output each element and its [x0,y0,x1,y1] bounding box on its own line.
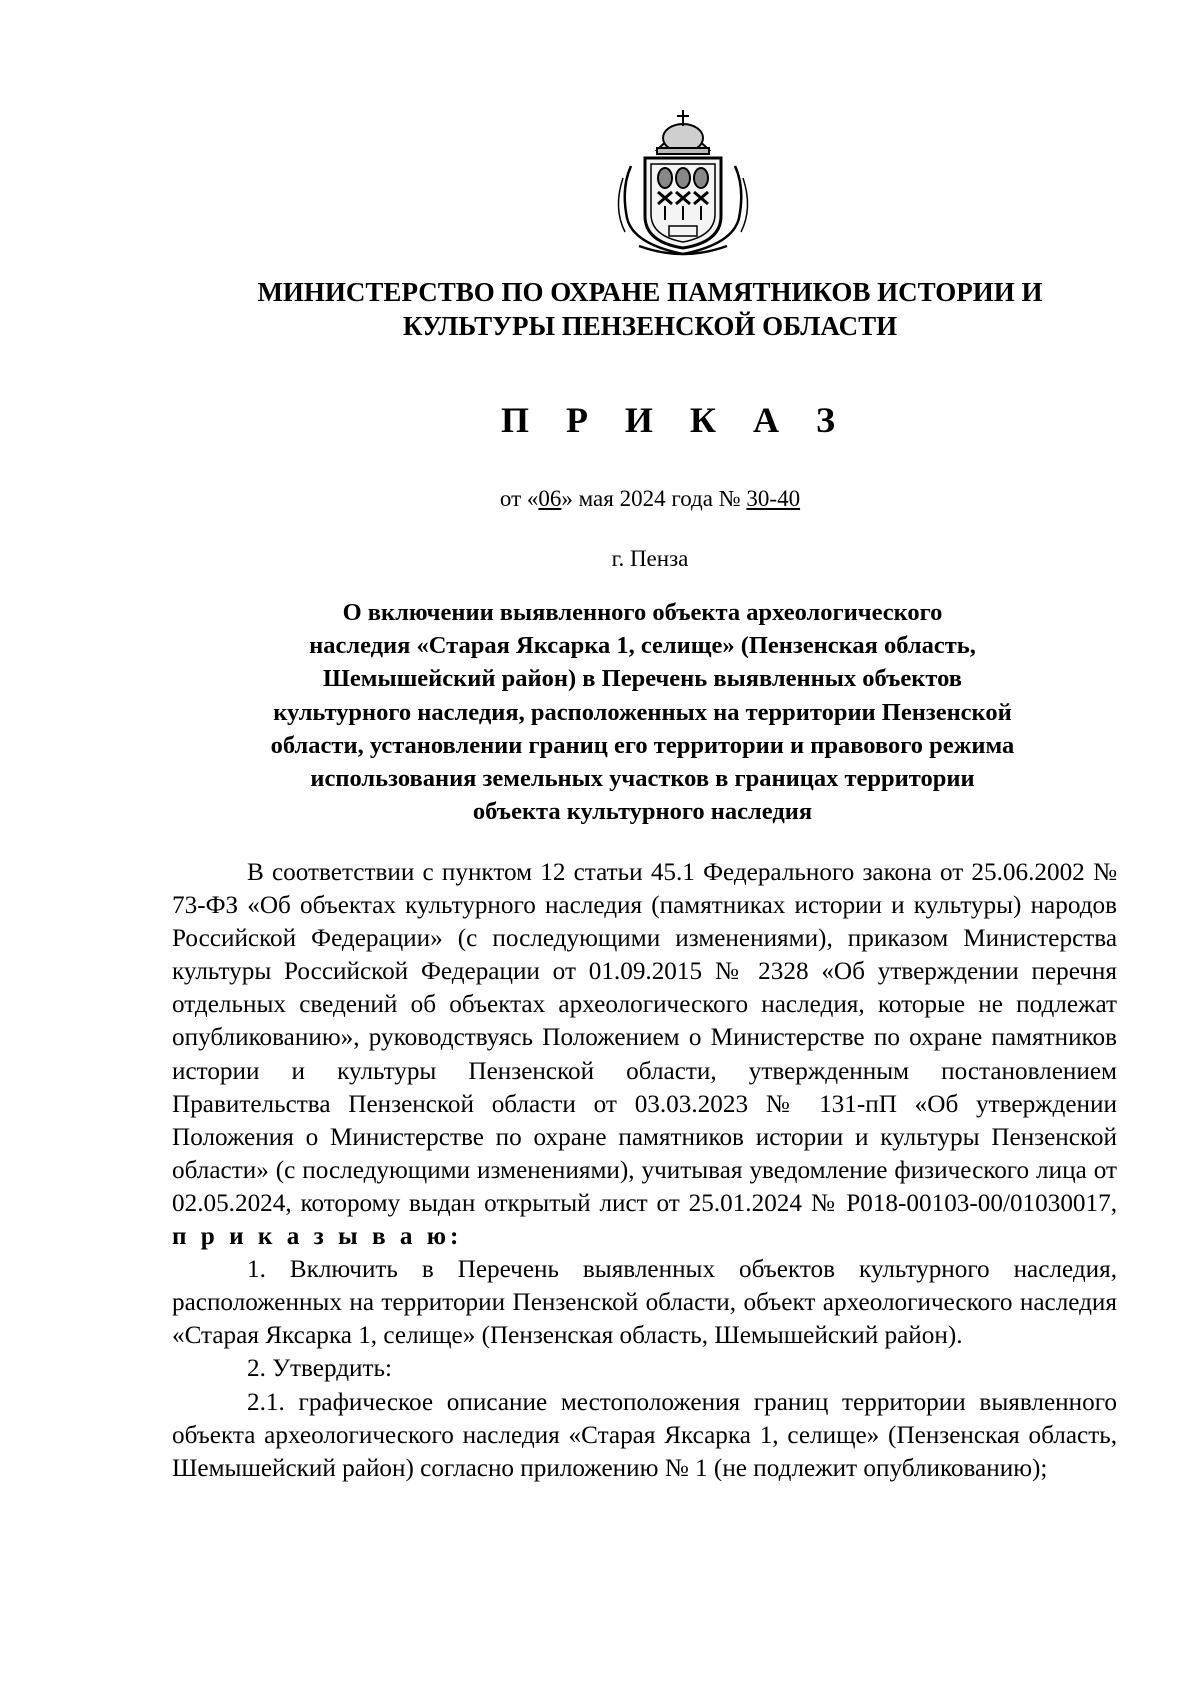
item-2-1: 2.1. графическое описание местоположения границ территории выявленного объекта археологического наследия «Старая Яксарка 1, селище» (Пензенская область, Шемышейский район) согласно приложению № 1 (не подлежит опубликованию); [172,1388,1117,1482]
item-2: 2. Утвердить: [247,1355,393,1383]
ministry-name [150,275,1150,343]
order-word: п р и к а з ы в а ю: [172,1223,463,1251]
preamble-paragraph [172,856,1117,1253]
subject-line: использования земельных участков в границах территории [310,765,975,793]
subject-line: Шемышейский район) в Перечень выявленных объектов [323,665,962,693]
preamble-text: В соответствии с пунктом 12 статьи 45.1 Федерального закона от 25.06.2002 № 73-ФЗ «Об объектах культурного наследия (памятниках истории и культуры) народов Российской Федерации» (с последующими изменениями), приказом Министерства культуры Российской Федерации от 01.09.2015 № 2328 «Об утверждении перечня отдельных сведений об объектах археологического наследия, которые не подлежат опубликованию», руководствуясь Положением о Министерстве по охране памятников истории и культуры Пензенской области, утвержденным постановлением Правительства Пензенской области от 03.03.2023 № 131-пП «Об утверждении Положения о Министерстве по охране памятников истории и культуры Пензенской области» (с последующими изменениями), учитывая уведомление физического лица от 02.05.2024, которому выдан открытый лист от 25.01.2024 № Р018-00103-00/01030017, [172,859,1117,1217]
subject-line: объекта культурного наследия [472,798,813,826]
ministry-line-2: КУЛЬТУРЫ ПЕНЗЕНСКОЙ ОБЛАСТИ [402,311,898,341]
city: г. Пенза [611,546,689,571]
subject-line: О включении выявленного объекта археологического [342,599,943,626]
order-body [172,856,1117,1485]
document-title: П Р И К А З [500,400,850,440]
penza-coat-of-arms-icon [611,108,755,258]
subject-line: области, установлении границ его территории и правового режима [270,731,1015,759]
subject-line: культурного наследия, расположенных на территории Пензенской [273,698,1012,726]
date-day: 06 [538,486,562,511]
subject-line: наследия «Старая Яксарка 1, селище» (Пензенская область, [309,632,976,660]
order-date-number [150,484,1150,514]
order-number: 30-40 [746,486,801,511]
ministry-line-1: МИНИСТЕРСТВО ПО ОХРАНЕ ПАМЯТНИКОВ ИСТОРИИ И [257,277,1043,307]
order-subject [160,596,1125,828]
date-prefix: от « [499,486,539,511]
item-1: 1. Включить в Перечень выявленных объектов культурного наследия, расположенных на территории Пензенской области, объект археологического наследия «Старая Яксарка 1, селище» (Пензенская область, Шемышейский район). [172,1256,1117,1350]
date-middle: » мая 2024 года № [561,486,747,511]
